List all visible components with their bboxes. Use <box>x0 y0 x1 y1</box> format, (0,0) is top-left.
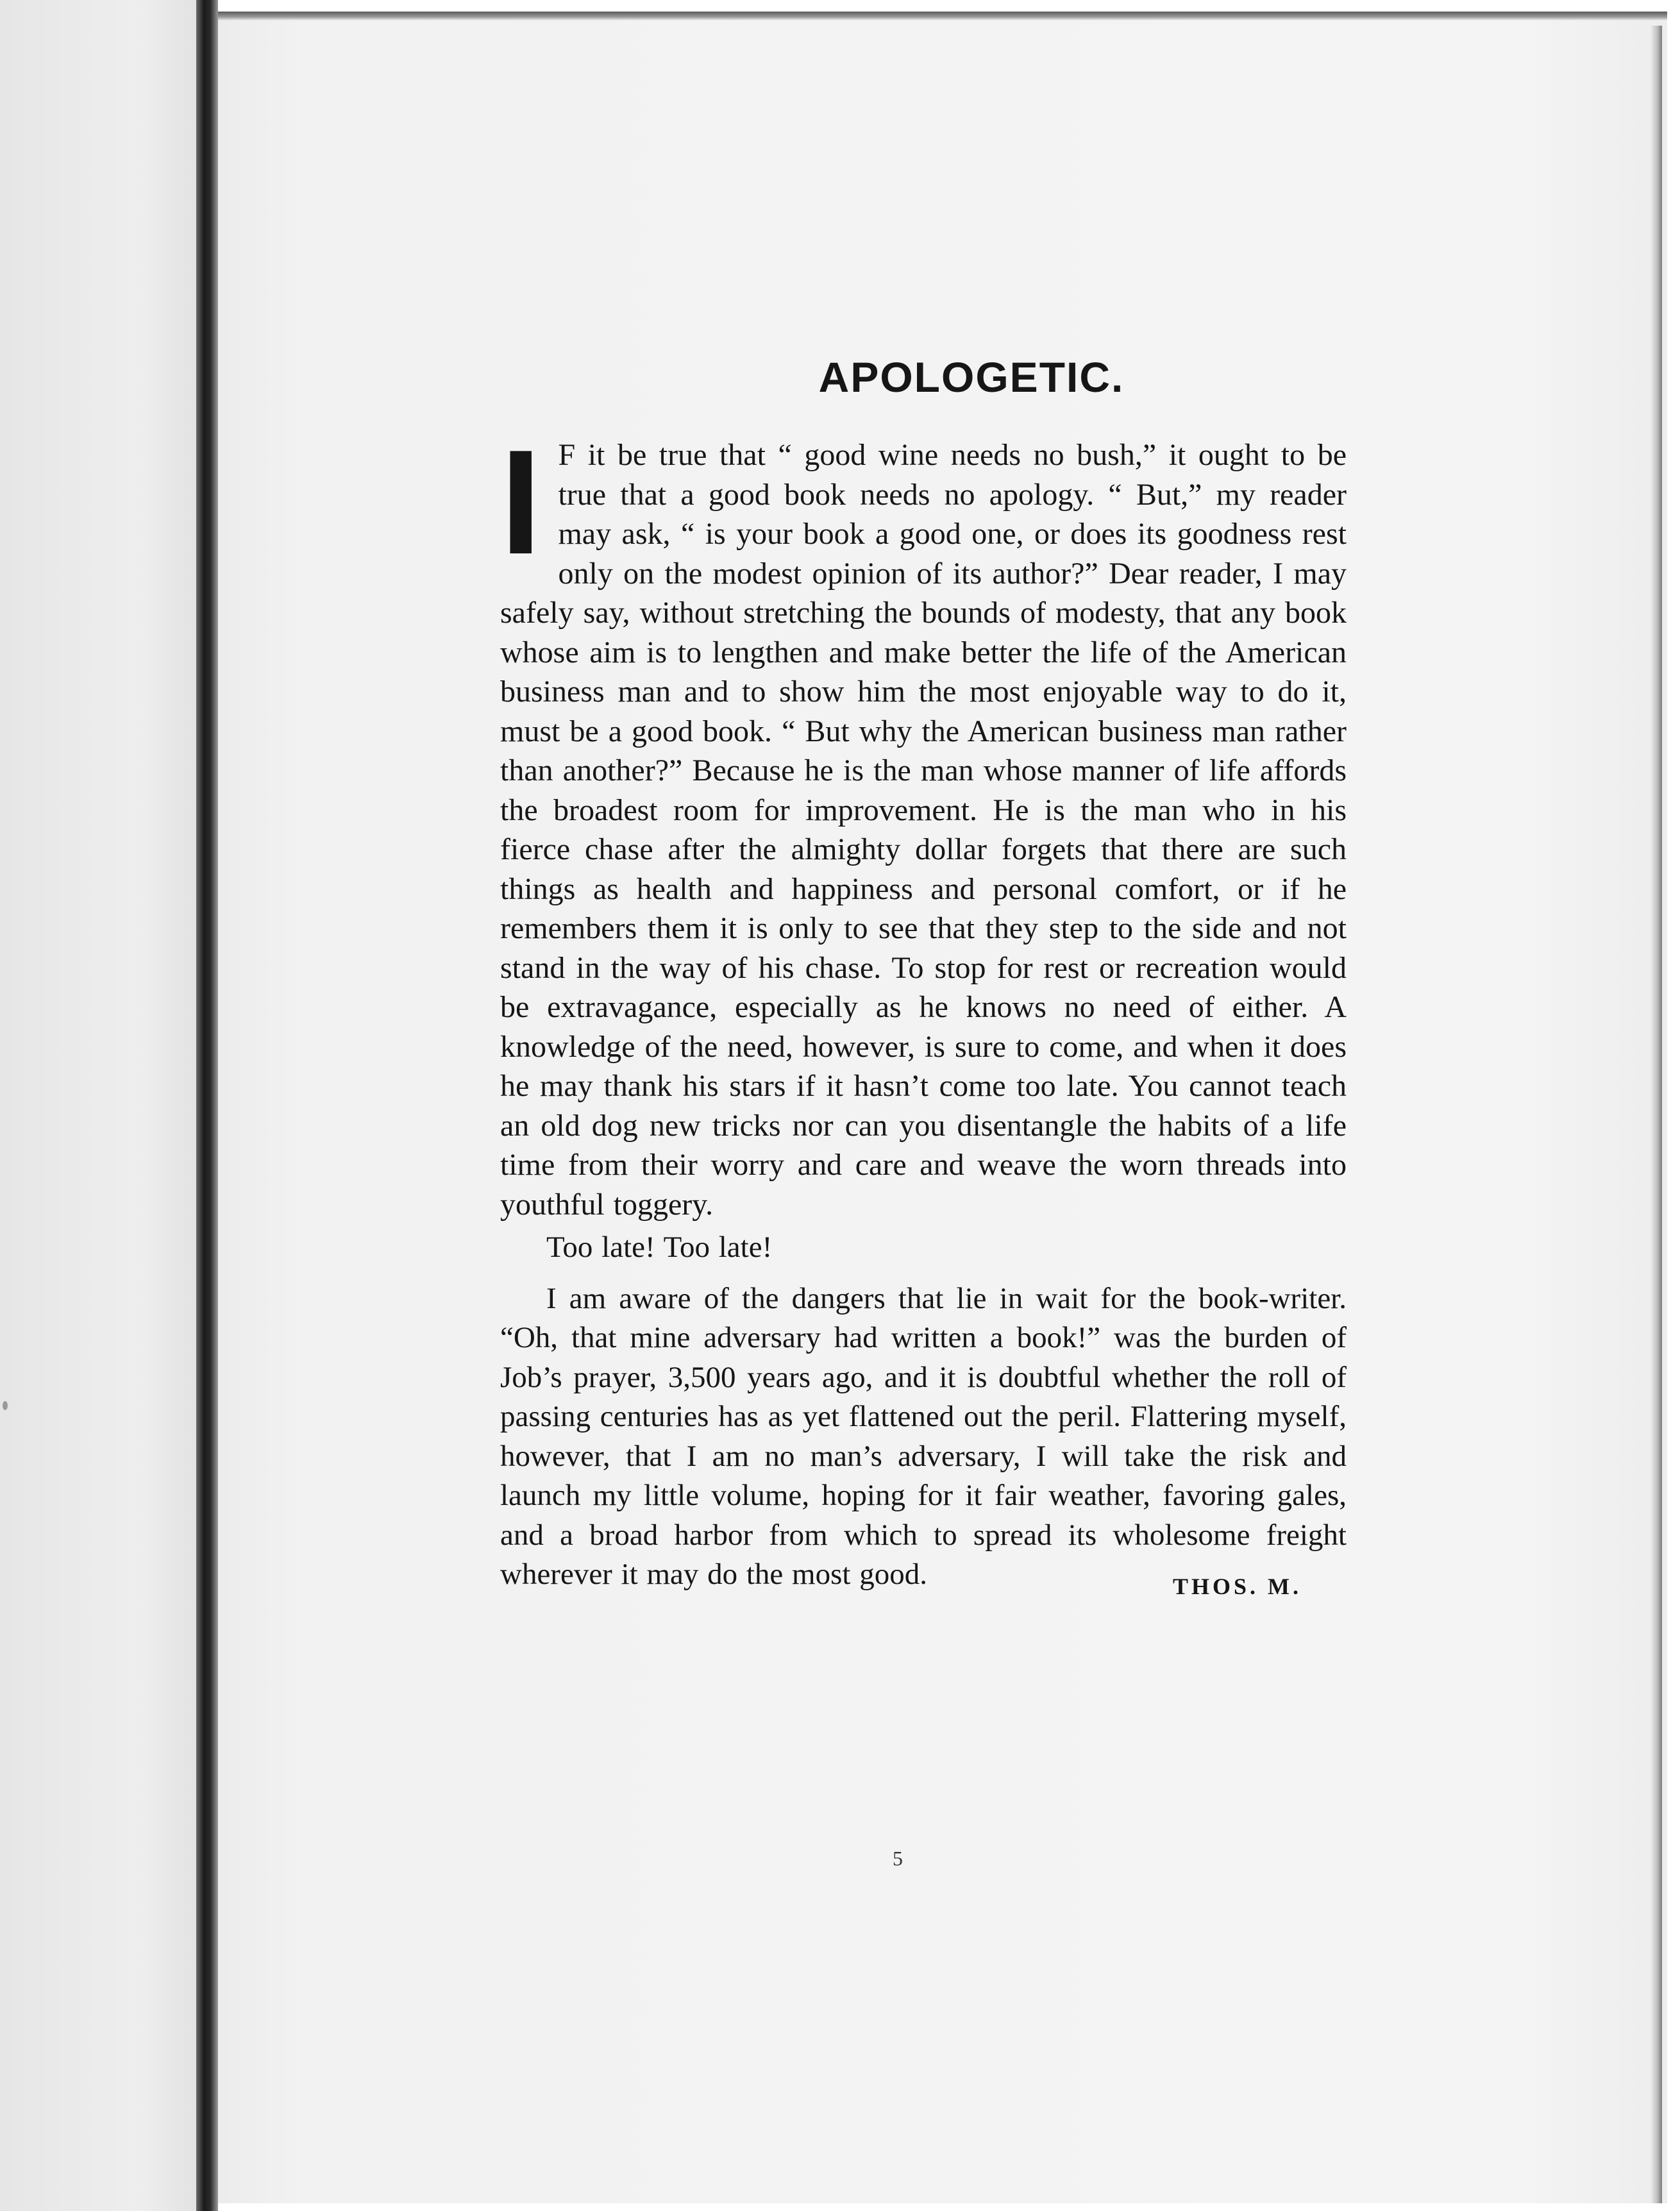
page-right-edge <box>1651 26 1662 2203</box>
paragraph-too-late: Too late! Too late! <box>546 1231 773 1264</box>
page-text-block <box>500 353 1347 1600</box>
paragraph-apology: IF it be true that “ good wine needs no bush,” it ought to be true that a good book needs no apology. “ But,” my reader may ask, “ is your book a good one, or does its goodness rest only on the modest opinion of its author?” Dear reader, I may safely say, without stretching the bounds of modesty, that any book whose aim is to lengthen and make better the life of the American business man and to show him the most enjoyable way to do it, must be a good book. “ But why the American business man rather than another?” Because he is the man whose manner of life affords the broadest room for improvement. He is the man who in his fierce chase after the almighty dollar forgets that there are such things as health and happiness and personal comfort, or if he remembers them it is only to see that they step to the side and not stand in the way of his chase. To stop for rest or recreation would be extravagance, especially as he knows no need of either. A knowledge of the need, however, is sure to come, and when it does he may thank his stars if it hasn’t come too late. You cannot teach an old dog new tricks nor can you disentangle the habits of a life time from their worry and care and weave the worn threads into youthful toggery. <box>500 419 1347 1222</box>
page-title: APOLOGETIC. <box>818 353 1125 401</box>
author-signature: THOS. M. <box>1172 1573 1302 1599</box>
page-number: 5 <box>893 1847 903 1870</box>
scan-speck <box>3 1401 8 1410</box>
paragraph-book-writer: I am aware of the dangers that lie in wait for the book-writer. “Oh, that mine adversary had written a book!” was the burden of Job’s prayer, 3,500 years ago, and it is doubtful whether the roll of passing centuries has as yet flattened out the peril. Flattering myself, however, that I am no man’s adversary, I will take the risk and launch my little volume, hoping for it fair weather, favoring gales, and a broad harbor from which to spread its wholesome freight wherever it may do the most good. <box>500 1281 1347 1591</box>
book-gutter <box>196 0 218 2211</box>
page-top-edge <box>218 12 1667 21</box>
previous-page-edge <box>0 0 199 2211</box>
